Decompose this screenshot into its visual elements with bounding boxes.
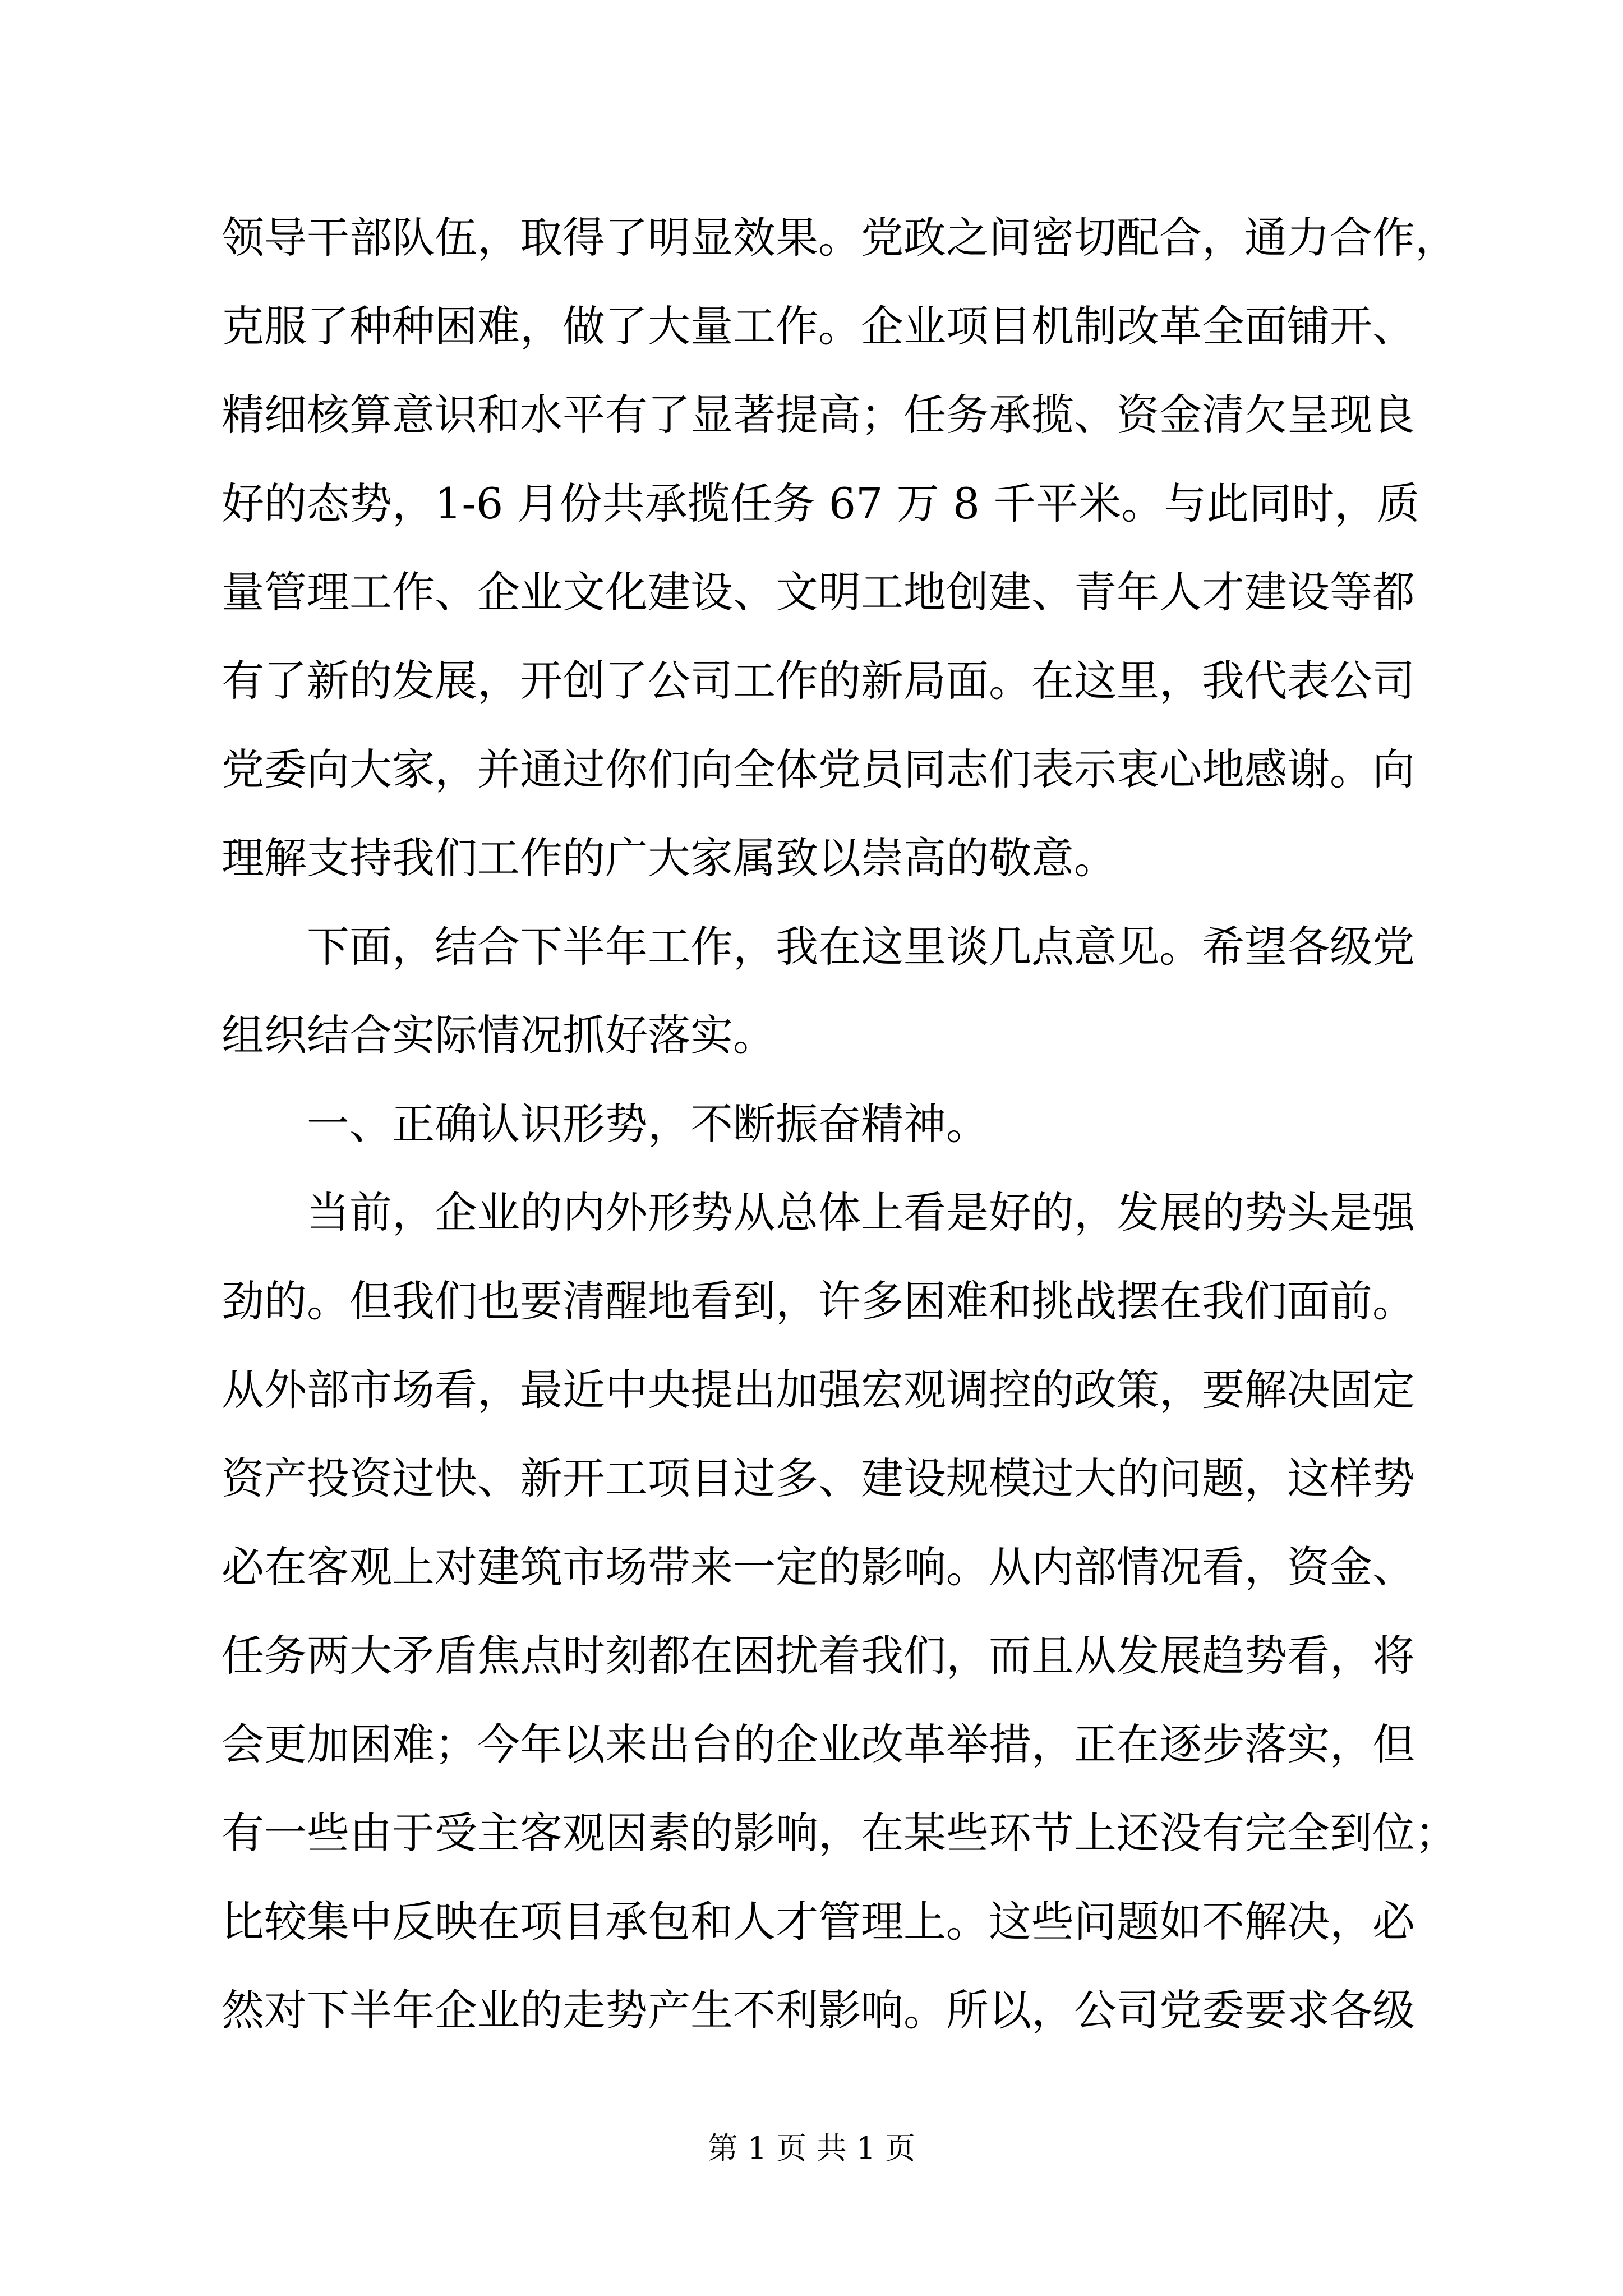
text-line: 党委向大家，并通过你们向全体党员同志们表示衷心地感谢。向 xyxy=(222,744,1415,794)
text-line: 资产投资过快、新开工项目过多、建设规模过大的问题，这样势 xyxy=(222,1453,1415,1503)
text-line: 任务两大矛盾焦点时刻都在困扰着我们，而且从发展趋势看，将 xyxy=(222,1631,1415,1681)
text-line: 从外部市场看，最近中央提出加强宏观调控的政策，要解决固定 xyxy=(222,1365,1415,1415)
text-line: 劲的。但我们也要清醒地看到，许多困难和挑战摆在我们面前。 xyxy=(222,1276,1415,1326)
page-footer: 第 1 页 共 1 页 xyxy=(707,2131,916,2166)
text-line: 好的态势，1-6 月份共承揽任务 67 万 8 千平米。与此同时，质 xyxy=(222,478,1420,528)
text-line: 领导干部队伍，取得了明显效果。党政之间密切配合，通力合作， xyxy=(222,213,1458,263)
text-line: 理解支持我们工作的广大家属致以崇高的敬意。 xyxy=(222,833,1117,883)
text-line: 克服了种种困难，做了大量工作。企业项目机制改革全面铺开、 xyxy=(222,301,1415,351)
text-line: 精细核算意识和水平有了显著提高；任务承揽、资金清欠呈现良 xyxy=(222,390,1415,440)
body-text xyxy=(222,194,1458,2055)
text-line: 然对下半年企业的走势产生不利影响。所以，公司党委要求各级 xyxy=(222,1985,1415,2035)
text-line: 必在客观上对建筑市场带来一定的影响。从内部情况看，资金、 xyxy=(222,1542,1415,1592)
text-line: 量管理工作、企业文化建设、文明工地创建、青年人才建设等都 xyxy=(222,567,1415,617)
text-line: 下面，结合下半年工作，我在这里谈几点意见。希望各级党 xyxy=(307,922,1415,972)
text-line: 当前，企业的内外形势从总体上看是好的，发展的势头是强 xyxy=(307,1188,1415,1237)
section-heading: 一、正确认识形势，不断振奋精神。 xyxy=(307,1099,989,1149)
text-line: 会更加困难；今年以来出台的企业改革举措，正在逐步落实，但 xyxy=(222,1719,1415,1769)
text-line: 比较集中反映在项目承包和人才管理上。这些问题如不解决，必 xyxy=(222,1897,1415,1947)
text-line: 有了新的发展，开创了公司工作的新局面。在这里，我代表公司 xyxy=(222,656,1415,706)
text-line: 组织结合实际情况抓好落实。 xyxy=(222,1010,776,1060)
text-line: 有一些由于受主客观因素的影响，在某些环节上还没有完全到位； xyxy=(222,1808,1458,1858)
